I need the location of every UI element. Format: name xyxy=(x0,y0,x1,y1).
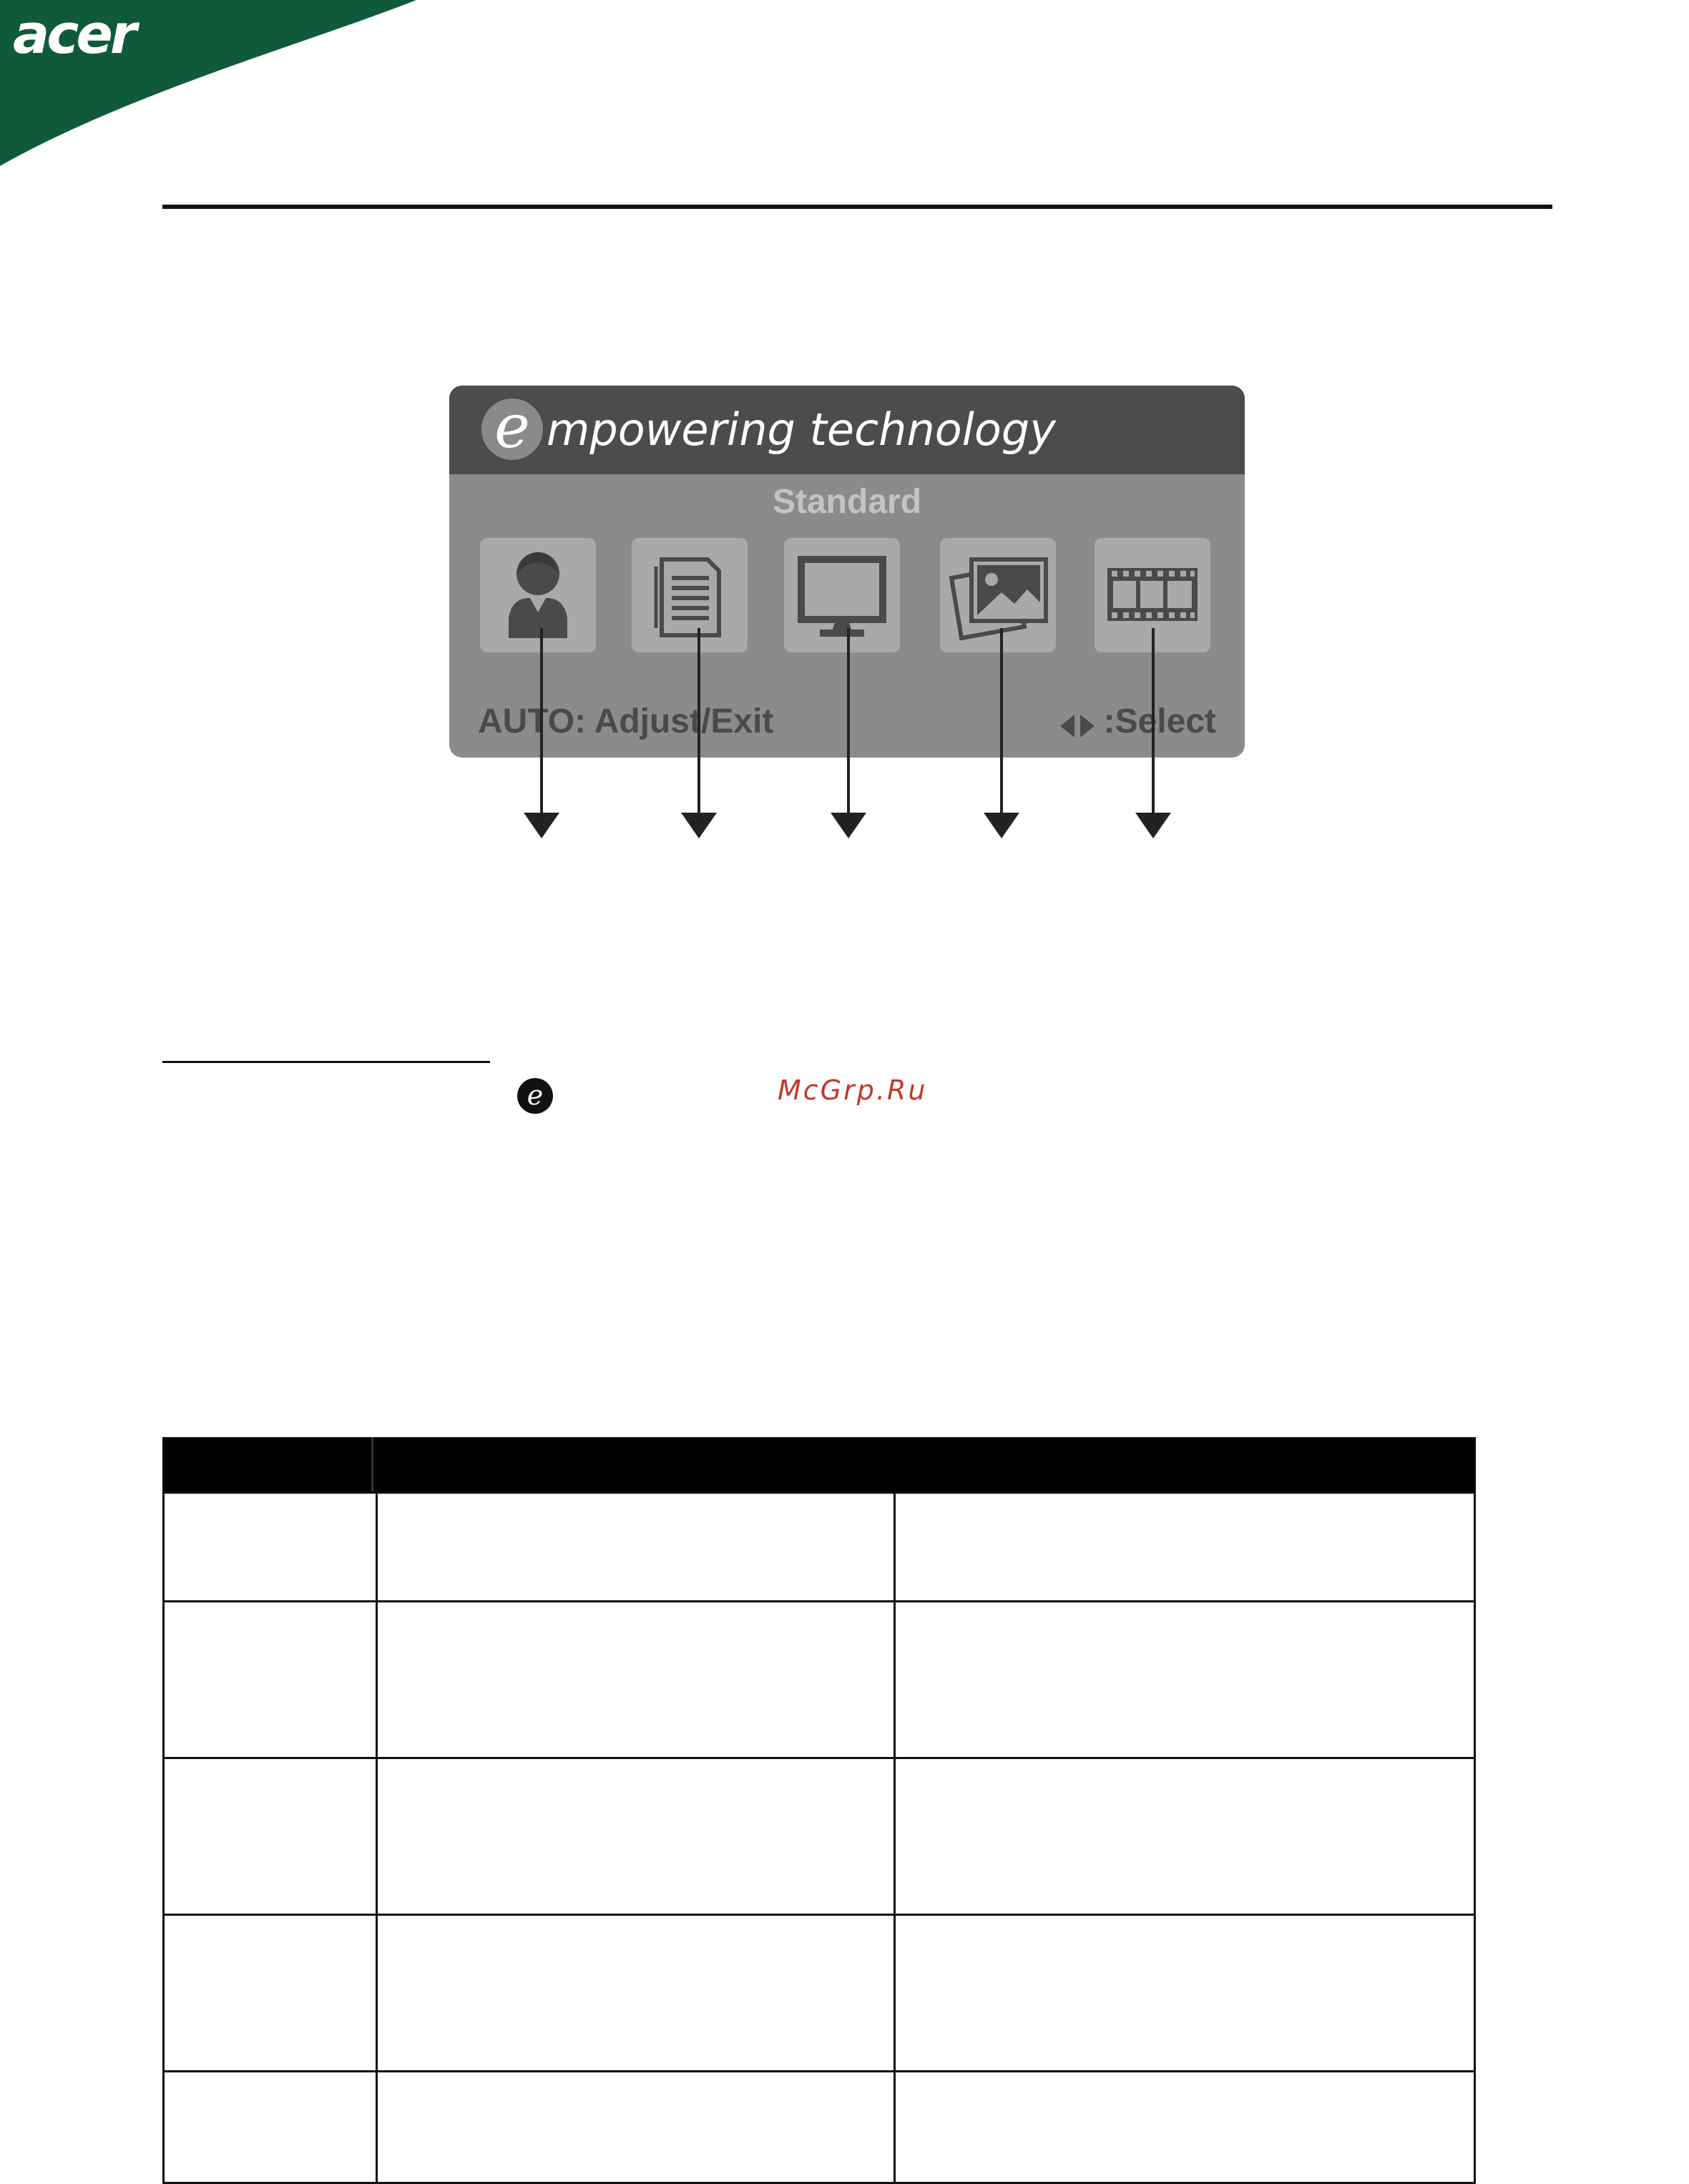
table-row-line xyxy=(162,2070,1476,2072)
table-row-line xyxy=(162,1914,1476,1916)
auto-adjust-exit-hint: AUTO: Adjust/Exit xyxy=(478,702,774,740)
watermark: McGrp.Ru xyxy=(778,1074,928,1106)
svg-text:e: e xyxy=(527,1079,544,1111)
table-column-line xyxy=(1474,1492,1476,2184)
callout-arrows xyxy=(0,0,1689,858)
osd-title: mpowering technology xyxy=(547,403,1056,456)
table-column-line xyxy=(376,1492,378,2184)
table-row-line xyxy=(162,1757,1476,1759)
select-hint: :Select xyxy=(1103,702,1216,740)
table-column-line xyxy=(894,1492,896,2184)
e-icon xyxy=(517,1077,554,1115)
empowering-e-icon: e xyxy=(481,398,543,460)
current-mode-label: Standard xyxy=(772,483,922,521)
brand-logo: acer xyxy=(13,2,134,66)
footnote-rule xyxy=(162,1061,490,1063)
header-column-separator xyxy=(371,1437,373,1492)
table-header xyxy=(162,1437,1476,1492)
table-row-line xyxy=(162,1600,1476,1602)
mode-description-table xyxy=(162,1437,1476,2184)
table-column-line xyxy=(162,1492,165,2184)
table-row-line xyxy=(162,1492,1476,1494)
